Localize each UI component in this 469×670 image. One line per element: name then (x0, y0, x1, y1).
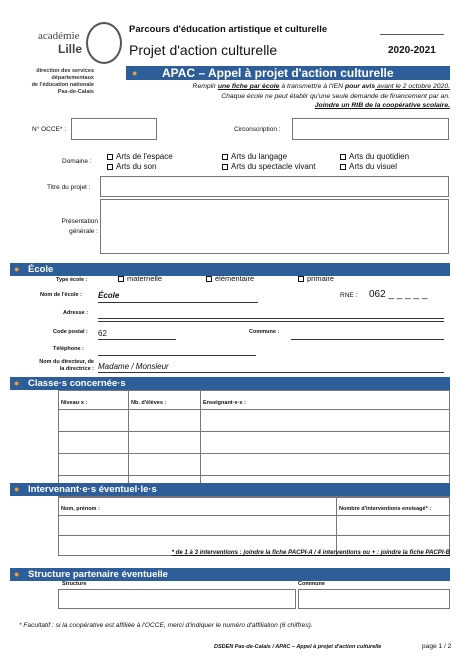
address-field-line-2[interactable] (98, 321, 444, 322)
bullet-icon: ● (14, 264, 20, 274)
table-cell[interactable] (129, 410, 201, 432)
checkbox-icon[interactable] (222, 154, 228, 160)
postcode-field[interactable]: 62 (98, 329, 176, 340)
apac-banner (126, 66, 450, 80)
rne-field[interactable]: 062 _ _ _ _ _ (369, 289, 428, 300)
supertitle: Parcours d'éducation artistique et culturelle (129, 24, 328, 35)
commune-label: Commune : (249, 329, 280, 335)
domain-option-langage[interactable]: Arts du langage (222, 152, 287, 162)
checkbox-icon[interactable] (298, 276, 304, 282)
domain-option-espace[interactable]: Arts de l'espace (107, 152, 173, 162)
table-cell[interactable] (201, 410, 450, 432)
table-row (59, 432, 450, 454)
bullet-icon: ● (14, 378, 20, 388)
director-label: Nom du directeur, de la directrice : (39, 359, 94, 372)
instructions (193, 82, 450, 111)
page-number: page 1 / 2 (422, 643, 452, 650)
checkbox-icon[interactable] (340, 164, 346, 170)
structure-commune-header: Commune (298, 581, 325, 587)
col-niveaux: Niveau·x : (59, 391, 129, 410)
bullet-icon: ● (132, 68, 138, 78)
col-enseignants: Enseignant·e·s : (201, 391, 450, 410)
instruction-line-1: Remplir une fiche par école à transmettre à l'IEN pour avis avant le 2 octobre 2020. (192, 83, 450, 90)
checkbox-icon[interactable] (107, 164, 113, 170)
school-year: 2020-2021 (388, 45, 436, 56)
domain-option-visuel[interactable]: Arts du visuel (340, 162, 397, 172)
bullet-icon: ● (14, 569, 20, 579)
director-field[interactable]: Madame / Monsieur (98, 362, 444, 373)
table-row (59, 516, 450, 536)
occe-field[interactable] (71, 118, 157, 140)
domain-option-son[interactable]: Arts du son (107, 162, 156, 172)
checkbox-icon[interactable] (340, 154, 346, 160)
header-rule (380, 34, 444, 35)
structure-field[interactable] (58, 589, 296, 609)
checkbox-icon[interactable] (118, 276, 124, 282)
academy-logo (30, 14, 126, 109)
intervenants-note: * de 1 à 3 interventions : joindre la fiche PACPI-A / 4 interventions ou + : joindre la fiche PACPI-B (171, 549, 450, 556)
circonscription-label: Circonscription : (234, 126, 281, 133)
footer-source: DSDEN Pas-de-Calais / APAC – Appel à projet d'action culturelle (214, 644, 382, 650)
project-title-label: Titre du projet : (47, 184, 91, 191)
logo-line2: Lille (58, 42, 83, 56)
table-cell[interactable] (129, 454, 201, 476)
type-primaire[interactable]: primaire (298, 274, 334, 283)
instruction-line-3: Joindre un RIB de la coopérative scolaire. (314, 102, 450, 109)
classes-section-bar (10, 377, 450, 390)
col-nb-interventions: Nombre d'interventions envisagé* : (337, 497, 450, 516)
structure-header: Structure (62, 581, 87, 587)
type-maternelle[interactable]: maternelle (118, 274, 162, 283)
phone-field[interactable] (98, 345, 256, 356)
table-cell[interactable] (59, 454, 129, 476)
table-cell[interactable] (59, 516, 337, 536)
bullet-icon: ● (14, 484, 20, 494)
domain-label: Domaine : (62, 158, 92, 165)
checkbox-icon[interactable] (107, 154, 113, 160)
structure-commune-field[interactable] (298, 589, 450, 609)
checkbox-icon[interactable] (222, 164, 228, 170)
school-name-field[interactable]: École (98, 291, 258, 303)
table-cell[interactable] (337, 516, 450, 536)
address-field[interactable] (98, 309, 444, 319)
logo-emblem (86, 22, 122, 64)
project-title-field[interactable] (100, 176, 449, 197)
classes-section-title: Classe·s concernée·s (28, 378, 126, 389)
instruction-line-2: Chaque école ne peut établir qu'une seule demande de financement par an. (221, 92, 450, 100)
table-cell[interactable] (201, 454, 450, 476)
logo-line1: académie (38, 30, 80, 42)
postcode-label: Code postal : (53, 329, 88, 335)
table-cell[interactable] (59, 432, 129, 454)
footer-note: * Facultatif : si la coopérative est affiliée à l'OCCE, merci d'indiquer le numéro d'affiliation (6 chiffres). (19, 622, 313, 629)
table-cell[interactable] (59, 410, 129, 432)
checkbox-icon[interactable] (206, 276, 212, 282)
table-row (59, 454, 450, 476)
classes-table (58, 390, 450, 498)
occe-label: N° OCCE* : (32, 126, 67, 133)
presentation-label: Présentation générale : (61, 218, 98, 235)
table-cell[interactable] (201, 432, 450, 454)
table-cell[interactable] (129, 432, 201, 454)
intervenants-section-bar (10, 483, 450, 496)
school-name-label: Nom de l'école : (40, 292, 82, 298)
domain-option-spectacle[interactable]: Arts du spectacle vivant (222, 162, 315, 172)
commune-field[interactable] (291, 329, 444, 340)
circonscription-field[interactable] (292, 118, 449, 140)
page-title: Projet d'action culturelle (129, 42, 278, 58)
col-nom-prenom: Nom, prénom : (59, 497, 337, 516)
logo-service: direction des services départementaux de l'éducation nationale Pas-de-Calais (31, 68, 94, 95)
structure-section-title: Structure partenaire éventuelle (28, 569, 168, 580)
intervenants-table (58, 496, 450, 556)
structure-section-bar (10, 568, 450, 581)
presentation-field[interactable] (100, 199, 449, 254)
table-row (59, 410, 450, 432)
apac-title: APAC – Appel à projet d'action culturelle (162, 66, 394, 80)
domain-option-quotidien[interactable]: Arts du quotidien (340, 152, 409, 162)
col-nb-eleves: Nb. d'élèves : (129, 391, 201, 410)
type-elementaire[interactable]: élémentaire (206, 274, 254, 283)
ecole-section-title: École (28, 264, 54, 275)
rne-label: RNE : (340, 292, 358, 299)
phone-label: Téléphone : (53, 346, 84, 352)
address-label: Adresse : (63, 310, 89, 316)
intervenants-section-title: Intervenant·e·s éventuel·le·s (28, 484, 157, 495)
school-type-label: Type école : (56, 277, 88, 283)
